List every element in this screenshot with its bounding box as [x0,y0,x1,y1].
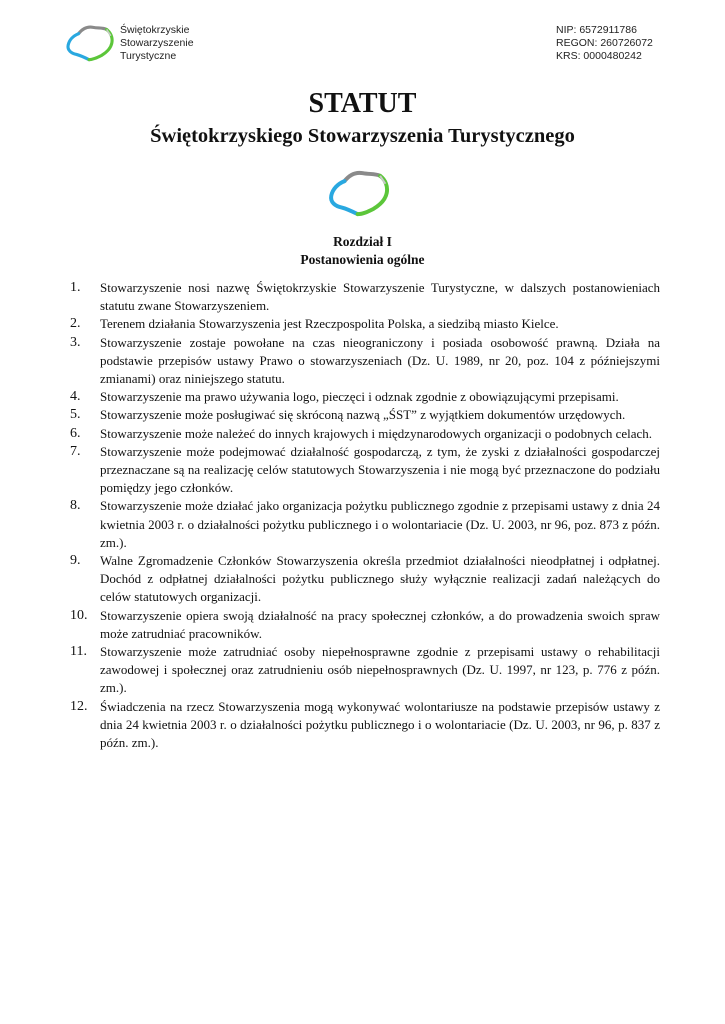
article-item [70,334,660,389]
article-text: Stowarzyszenie zostaje powołane na czas nieograniczony i posiada osobowość prawną. Działa na podstawie przepisów ustawy Prawo o stowarzyszeniach (Dz. U. 1989, nr 20, poz. 104 z późniejszymi zmianami) oraz niniejszego statutu. [100,334,660,387]
chapter-number: Rozdział I [333,234,392,249]
article-item [70,388,660,406]
article-item [70,497,660,552]
article-text: Stowarzyszenie może należeć do innych krajowych i międzynarodowych organizacji o podobnych celach. [100,425,653,441]
article-number: 3. [70,334,81,350]
article-item [70,425,660,443]
regon-number: REGON: 260726072 [556,37,653,49]
org-name-line: Stowarzyszenie [120,37,194,49]
article-item [70,279,660,315]
article-item [70,406,660,424]
article-number: 7. [70,443,81,459]
region-outline-logo-icon [326,166,392,220]
article-number: 9. [70,553,81,569]
article-item [70,315,660,333]
org-name-line: Turystyczne [120,50,177,62]
article-number: 5. [70,407,81,423]
registry-ids [556,24,653,63]
article-item [70,643,660,698]
region-outline-logo-icon [64,22,116,64]
article-text: Stowarzyszenie może posługiwać się skróconą nazwą „ŚST” z wyjątkiem dokumentów urzędowych. [100,407,626,423]
article-number: 12. [70,698,88,714]
krs-number: KRS: 0000480242 [556,50,642,62]
organization-name [120,24,194,63]
article-number: 4. [70,389,81,405]
document-title: STATUT [308,88,417,119]
article-number: 2. [70,316,81,332]
article-text: Stowarzyszenie może zatrudniać osoby niepełnosprawne zgodnie z przepisami ustawy o rehabilitacji zawodowej i społecznej oraz zatrudnieniu osób niepełnosprawnych (Dz. U. 1997, nr 123, p. 776 z późn. zm.). [100,644,660,696]
org-name-line: Świętokrzyskie [120,24,190,36]
article-number: 1. [70,280,81,295]
article-item [70,443,660,498]
article-item [70,698,660,753]
article-text: Walne Zgromadzenie Członków Stowarzyszenia określa przedmiot działalności nieodpłatnej i odpłatnej. Dochód z odpłatnej działalności pożytku publicznego służy wyłącznie realizacji zadań należących do celów statutowych organizacji. [100,553,660,605]
article-number: 10. [70,607,88,623]
article-number: 6. [70,425,81,441]
article-item [70,552,660,607]
chapter-heading [0,233,725,269]
document-subtitle: Świętokrzyskiego Stowarzyszenia Turystycznego [150,125,575,147]
chapter-title: Postanowienia ogólne [300,252,425,267]
article-item [70,607,660,643]
article-text: Stowarzyszenie opiera swoją działalność na pracy społecznej członków, a do prowadzenia swoich spraw może zatrudniać pracowników. [100,607,660,641]
article-text: Stowarzyszenie może podejmować działalność gospodarczą, z tym, że zyski z działalności gospodarczej przeznaczane są na realizację celów statutowych Stowarzyszenia i nie mogą być przeznaczone do podziału pomiędzy jego członków. [100,443,660,496]
article-text: Świadczenia na rzecz Stowarzyszenia mogą wykonywać wolontariusze na podstawie przepisów ustawy z dnia 24 kwietnia 2003 r. o działalności pożytku publicznego i o wolontariacie (Dz. U. 2003, nr 96, p. 837 z późn. zm.). [100,698,660,751]
article-number: 11. [70,644,87,660]
nip-number: NIP: 6572911786 [556,24,637,36]
articles-list [70,279,660,752]
article-text: Stowarzyszenie może działać jako organizacja pożytku publicznego zgodnie z przepisami ustawy z dnia 24 kwietnia 2003 r. o działalności pożytku publicznego i o wolontariacie (Dz. U. 2003, nr 96, poz. 873 z późn. zm.). [100,498,660,550]
article-text: Stowarzyszenie nosi nazwę Świętokrzyskie Stowarzyszenie Turystyczne, w dalszych postanowieniach statutu zwane Stowarzyszeniem. [100,280,660,314]
article-text: Stowarzyszenie ma prawo używania logo, pieczęci i odznak zgodnie z obowiązującymi przepisami. [100,389,619,405]
page-header [0,0,725,80]
article-number: 8. [70,498,81,514]
article-text: Terenem działania Stowarzyszenia jest Rzeczpospolita Polska, a siedzibą miasto Kielce. [100,316,559,332]
